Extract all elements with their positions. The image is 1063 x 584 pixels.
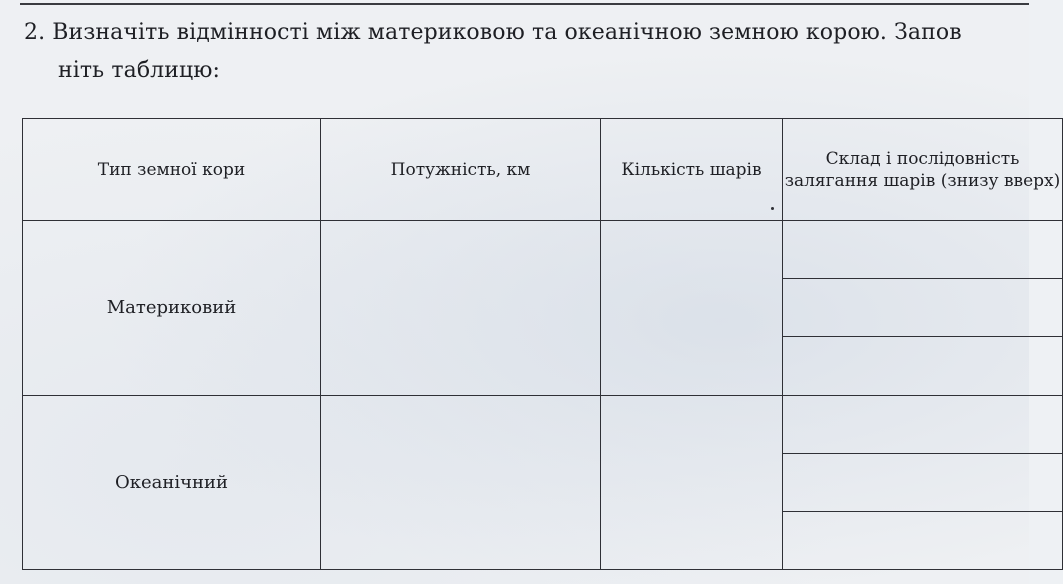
- top-divider: [20, 3, 1029, 5]
- cell-continental-thickness[interactable]: [321, 221, 601, 395]
- header-layer-composition: Склад і послідовність залягання шарів (знизу вверх): [783, 119, 1063, 221]
- cell-continental-layers[interactable]: [601, 221, 783, 395]
- cell-continental-composition-1[interactable]: [783, 221, 1063, 279]
- row-label-continental: Материковий: [23, 221, 321, 395]
- cell-oceanic-composition-3[interactable]: [783, 511, 1063, 569]
- header-thickness: Потужність, км: [321, 119, 601, 221]
- cell-oceanic-composition-1[interactable]: [783, 395, 1063, 453]
- cell-oceanic-composition-2[interactable]: [783, 453, 1063, 511]
- task-line-1: 2. Визначіть відмінності між материковою та океанічною земною корою. Запов: [24, 20, 962, 45]
- cell-oceanic-layers[interactable]: [601, 395, 783, 569]
- cell-continental-composition-2[interactable]: [783, 279, 1063, 337]
- cell-continental-composition-3[interactable]: [783, 337, 1063, 395]
- cell-oceanic-thickness[interactable]: [321, 395, 601, 569]
- table-row: [23, 221, 1063, 279]
- header-crust-type: Тип земної кори: [23, 119, 321, 221]
- task-instruction: [24, 14, 1024, 90]
- table-row: [23, 395, 1063, 453]
- row-label-oceanic: Океанічний: [23, 395, 321, 569]
- task-line-2: ніть таблицю:: [58, 58, 221, 83]
- header-layer-count: Кількість шарів: [601, 119, 783, 221]
- ink-dot: [771, 207, 774, 210]
- crust-comparison-table: [22, 118, 1063, 570]
- table-header-row: [23, 119, 1063, 221]
